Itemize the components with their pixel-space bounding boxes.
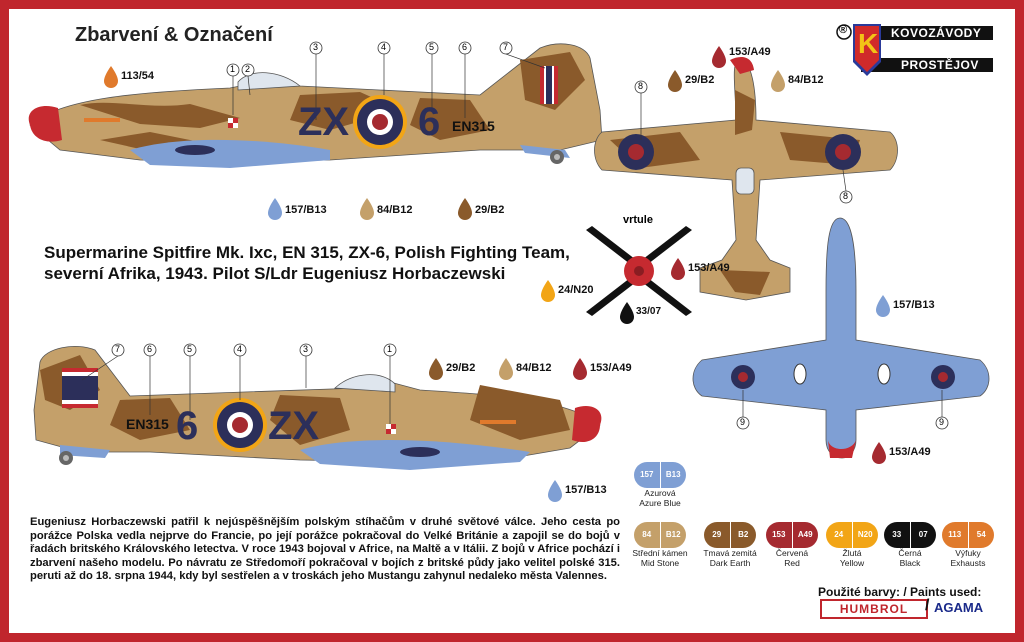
swatch-name-cz: Červená	[775, 548, 809, 558]
swatch-name-cz: Žlutá	[842, 548, 862, 558]
swatch-name-en: Red	[784, 558, 800, 568]
bottom-code-number: 6	[176, 404, 199, 448]
logo-line1: KOVOZÁVODY	[891, 26, 982, 40]
callout-number-8: 8	[638, 81, 644, 91]
swatch-chip	[942, 522, 994, 548]
callout-propeller-1: 153/A49	[688, 262, 730, 274]
callout-number-5b: 5	[187, 344, 193, 354]
swatch-name-en: Mid Stone	[640, 558, 680, 568]
callout-number-3: 3	[313, 42, 319, 52]
swatch-dark-earth	[698, 522, 762, 568]
callout-number-6: 6	[462, 42, 468, 52]
swatch-code-humbrol: 24	[826, 522, 853, 548]
callout-propeller-3: 33/07	[636, 306, 662, 317]
humbrol-logo: HUMBROL	[820, 599, 928, 619]
swatch-chip	[884, 522, 936, 548]
swatch-code-humbrol: 157	[634, 462, 661, 488]
aircraft-caption	[44, 242, 604, 284]
swatch-exhausts	[940, 522, 996, 568]
callout-bottom-profile-2: 84/B12	[516, 362, 552, 374]
swatch-name-en: Azure Blue	[639, 498, 681, 508]
pilot-description: Eugeniusz Horbaczewski patřil k nejúspěšnějším polským stíhačům v druhé světové válce. Jeho cesta po porážce Polska vedla nejprve do Francie, po její porážce pokračoval do Velké Británie a zapojil se do bojů v řadách britského Královského letectva. V roce 1943 bojoval v Africe, na Maltě a v Itálii. Z bojů v Africe pochází i zbarvení našeho modelu. Po návratu ze Středomoří pokračoval v bojích z britské půdy jako velitel polské 315. peruti až do 18. srpna 1944, kdy byl sestřelen a v troskách jeho Mustangu zahynul nedaleko města Valennes.	[30, 516, 620, 583]
logo-letter: K	[858, 28, 879, 59]
page-title: Zbarvení & Označení	[75, 24, 273, 46]
callout-top-profile-1: 113/54	[121, 70, 155, 82]
callout-number-1b: 1	[387, 344, 393, 354]
swatch-chip	[826, 522, 878, 548]
swatch-name-en: Dark Earth	[709, 558, 751, 568]
callout-number-9b: 9	[939, 417, 945, 427]
swatch-code-agama: B13	[665, 470, 681, 479]
top-code-number: 6	[418, 100, 441, 144]
swatch-name-en: Black	[899, 558, 921, 568]
callout-number-5: 5	[429, 42, 435, 52]
swatch-chip	[634, 522, 686, 548]
swatch-yellow	[824, 522, 880, 568]
swatch-code-humbrol: 84	[634, 522, 661, 548]
callout-number-4: 4	[381, 42, 387, 52]
callout-top-view-1: 153/A49	[729, 46, 771, 58]
callout-bottom-profile-3: 153/A49	[590, 362, 632, 374]
callout-number-7: 7	[503, 42, 509, 52]
callout-number-4b: 4	[237, 344, 243, 354]
swatch-red	[764, 522, 820, 568]
swatch-code-agama: N20	[857, 530, 873, 539]
callout-bottom-profile-4: 157/B13	[565, 484, 607, 496]
callout-bottom-view-2: 153/A49	[889, 446, 931, 458]
callout-number-2: 2	[245, 64, 251, 74]
logo-line2: PROSTĚJOV	[901, 58, 979, 72]
callout-top-view-2: 29/B2	[685, 74, 715, 86]
top-code-letters: ZX	[298, 100, 350, 144]
swatch-code-agama: B2	[738, 530, 749, 539]
swatch-chip	[704, 522, 756, 548]
callout-propeller-2: 24/N20	[558, 284, 594, 296]
registered-mark: ®	[839, 24, 848, 36]
swatch-name-en: Yellow	[839, 558, 865, 568]
callout-number-6b: 6	[147, 344, 153, 354]
swatch-code-humbrol: 33	[884, 522, 911, 548]
swatch-chip	[766, 522, 818, 548]
swatch-name-cz: Azurová	[644, 488, 676, 498]
callout-number-9: 9	[740, 417, 746, 427]
swatch-code-agama: 54	[976, 530, 986, 539]
callout-number-7b: 7	[115, 344, 121, 354]
swatch-name-en: Exhausts	[950, 558, 986, 568]
caption-line-2: severní Afrika, 1943. Pilot S/Ldr Eugeniusz Horbaczewski	[44, 264, 506, 283]
swatch-code-agama: B12	[665, 530, 681, 539]
swatch-azure-blue	[630, 462, 690, 508]
swatch-name-cz: Výfuky	[955, 548, 981, 558]
brand-separator: /	[925, 597, 930, 614]
propeller-label: vrtule	[623, 214, 653, 226]
swatch-mid-stone	[630, 522, 690, 568]
paints-used-label: Použité barvy: / Paints used:	[818, 585, 982, 599]
agama-logo: AGAMA	[934, 600, 984, 615]
bottom-code-letters: ZX	[268, 404, 320, 448]
swatch-code-humbrol: 113	[942, 522, 969, 548]
swatch-name-cz: Střední kámen	[632, 548, 688, 558]
callout-bottom-view-1: 157/B13	[893, 299, 935, 311]
swatch-code-agama: 07	[918, 530, 928, 539]
swatch-name-cz: Tmavá zemitá	[703, 548, 757, 558]
callout-top-profile-3: 84/B12	[377, 204, 413, 216]
swatch-black	[882, 522, 938, 568]
swatch-code-humbrol: 153	[766, 522, 793, 548]
callout-bottom-profile-1: 29/B2	[446, 362, 476, 374]
swatch-chip	[634, 462, 686, 488]
swatch-code-humbrol: 29	[704, 522, 731, 548]
callout-number-1: 1	[230, 64, 236, 74]
bottom-serial: EN315	[126, 416, 169, 432]
swatch-name-cz: Černá	[898, 548, 922, 558]
callout-number-3b: 3	[303, 344, 309, 354]
swatch-code-agama: A49	[797, 530, 813, 539]
callout-number-8b: 8	[843, 191, 849, 201]
callout-top-view-3: 84/B12	[788, 74, 824, 86]
top-serial: EN315	[452, 118, 495, 134]
callout-top-profile-4: 29/B2	[475, 204, 505, 216]
caption-line-1: Supermarine Spitfire Mk. Ixc, EN 315, ZX-6, Polish Fighting Team,	[44, 243, 570, 262]
callout-top-profile-2: 157/B13	[285, 204, 327, 216]
